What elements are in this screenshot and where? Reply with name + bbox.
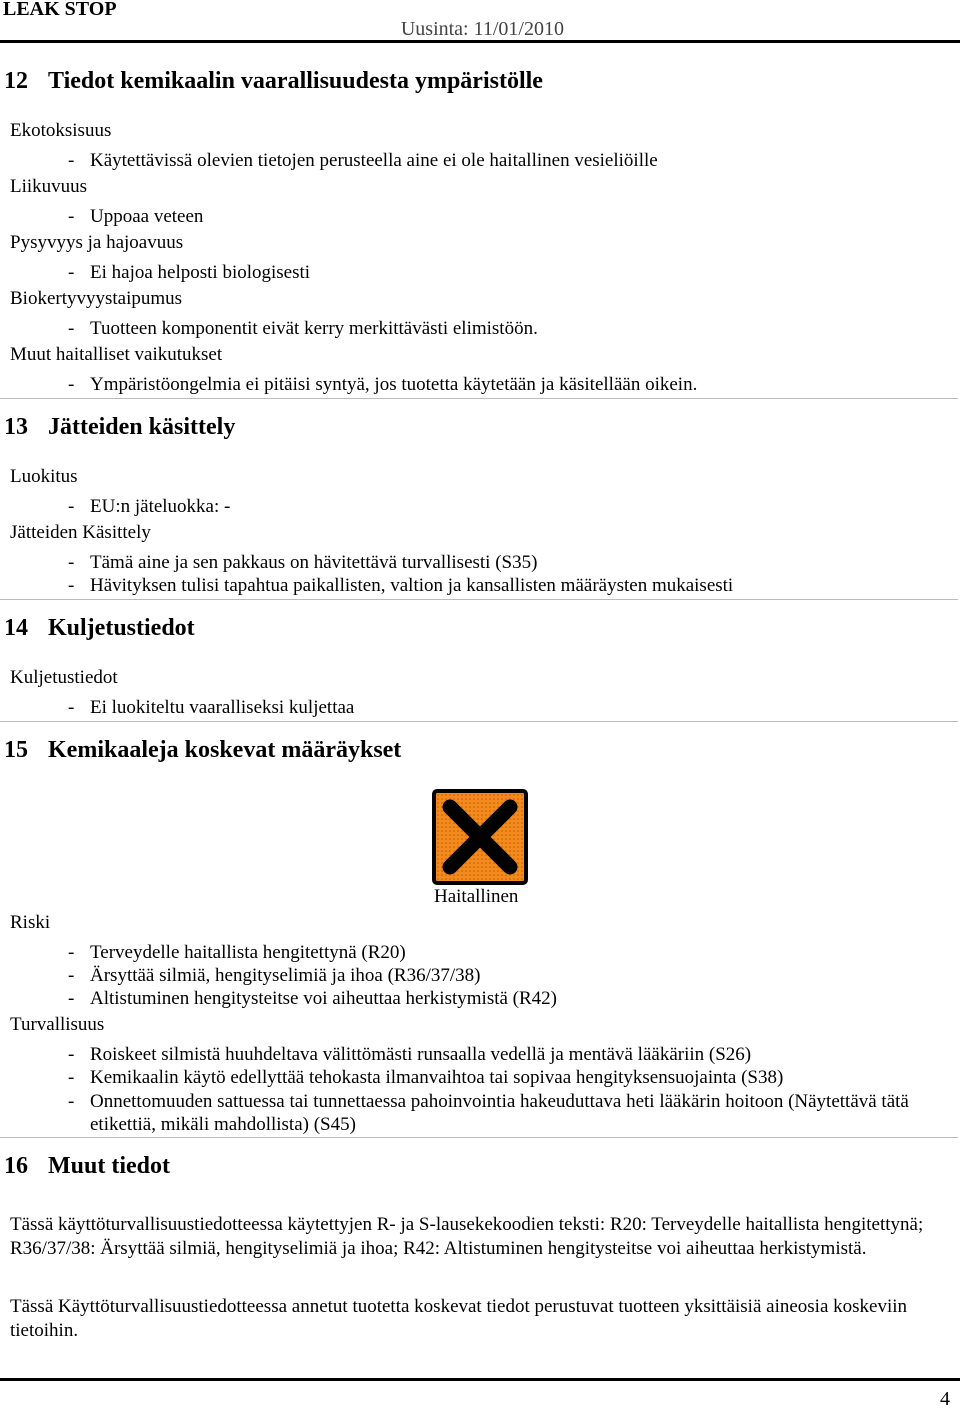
brand-name: LEAK STOP	[3, 0, 117, 20]
paragraph-codes: Tässä käyttöturvallisuustiedotteessa käytettyjen R- ja S-lausekekoodien teksti: R20: Terveydelle haitallista hengitettynä; R36/37/38: Ärsyttää silmiä, hengityselimiä ja ihoa; R42: Altistuminen hengitysteitse voi aiheuttaa herkistymistä.	[10, 1214, 924, 1259]
list-item: - Käytettävissä olevien tietojen perusteella aine ei ole haitallinen vesieliöille	[68, 150, 658, 171]
list-item: - Roiskeet silmistä huuhdeltava välittömästi runsaalla vedellä ja mentävä lääkäriin (S26)	[68, 1044, 752, 1065]
section-number: 16	[4, 1153, 28, 1179]
list-item: - Hävityksen tulisi tapahtua paikallisten, valtion ja kansallisten määräysten mukaisesti	[68, 575, 734, 596]
header-divider	[0, 40, 960, 43]
section-heading: Muut tiedot	[48, 1153, 170, 1179]
list-item: - Kemikaalin käytö edellyttää tehokasta ilmanvaihtoa tai sopivaa hengityksensuojainta (S38)	[68, 1067, 784, 1088]
section-number: 12	[4, 68, 28, 94]
section-heading: Kuljetustiedot	[48, 615, 195, 641]
label-riski: Riski	[10, 912, 51, 933]
list-item: - Altistuminen hengitysteitse voi aiheuttaa herkistymistä (R42)	[68, 988, 558, 1009]
list-item: - Ei luokiteltu vaaralliseksi kuljettaa	[68, 697, 355, 718]
section-heading: Kemikaaleja koskevat määräykset	[48, 737, 402, 763]
list-item: - Uppoaa veteen	[68, 206, 204, 227]
section-heading: Jätteiden käsittely	[48, 414, 236, 440]
list-item: - Tuotteen komponentit eivät kerry merkittävästi elimistöön.	[68, 318, 538, 339]
section-14-title	[4, 615, 195, 642]
section-13-title	[4, 414, 235, 441]
section-12-title	[4, 68, 543, 95]
list-item: - Ärsyttää silmiä, hengityselimiä ja ihoa (R36/37/38)	[68, 965, 481, 986]
section-16-title	[4, 1153, 170, 1180]
paragraph-info: Tässä Käyttöturvallisuustiedotteessa annetut tuotetta koskevat tiedot perustuvat tuotteen yksittäisiä aineosia koskeviin tietoihin.	[10, 1296, 908, 1341]
section-divider	[0, 1137, 958, 1138]
section-divider	[0, 599, 958, 600]
harmful-x-cross-icon	[432, 789, 528, 885]
section-15-title	[4, 737, 401, 764]
section-number: 15	[4, 737, 28, 763]
label-jatteiden-kasittely: Jätteiden Käsittely	[10, 522, 151, 543]
label-kuljetustiedot: Kuljetustiedot	[10, 667, 118, 688]
section-number: 14	[4, 615, 28, 641]
section-number: 13	[4, 414, 28, 440]
list-item: - Ei hajoa helposti biologisesti	[68, 262, 311, 283]
section-divider	[0, 721, 958, 722]
list-item: - Tämä aine ja sen pakkaus on hävitettävä turvallisesti (S35)	[68, 552, 538, 573]
label-liikuvuus: Liikuvuus	[10, 176, 88, 197]
update-date: Uusinta: 11/01/2010	[400, 18, 564, 40]
list-item: - Onnettomuuden sattuessa tai tunnettaessa pahoinvointia hakeuduttava heti lääkärin hoitoon (Näytettävä tätä etikettiä, mikäli mahdollista) (S45)	[68, 1091, 909, 1135]
footer-divider	[0, 1378, 960, 1381]
label-turvallisuus: Turvallisuus	[10, 1014, 105, 1035]
section-divider	[0, 398, 958, 399]
list-item: - Ympäristöongelmia ei pitäisi syntyä, jos tuotetta käytetään ja käsitellään oikein.	[68, 374, 698, 395]
label-biokertyvyys: Biokertyvyystaipumus	[10, 288, 183, 309]
label-muut-vaikutukset: Muut haitalliset vaikutukset	[10, 344, 223, 365]
list-item: - Terveydelle haitallista hengitettynä (R20)	[68, 942, 406, 963]
label-luokitus: Luokitus	[10, 466, 78, 487]
list-item: - EU:n jäteluokka: -	[68, 496, 231, 517]
page-number: 4	[940, 1388, 950, 1410]
label-ekotoksisuus: Ekotoksisuus	[10, 120, 112, 141]
section-heading: Tiedot kemikaalin vaarallisuudesta ympäristölle	[48, 68, 543, 94]
pictogram-label: Haitallinen	[434, 886, 519, 907]
label-pysyvyys: Pysyvyys ja hajoavuus	[10, 232, 184, 253]
